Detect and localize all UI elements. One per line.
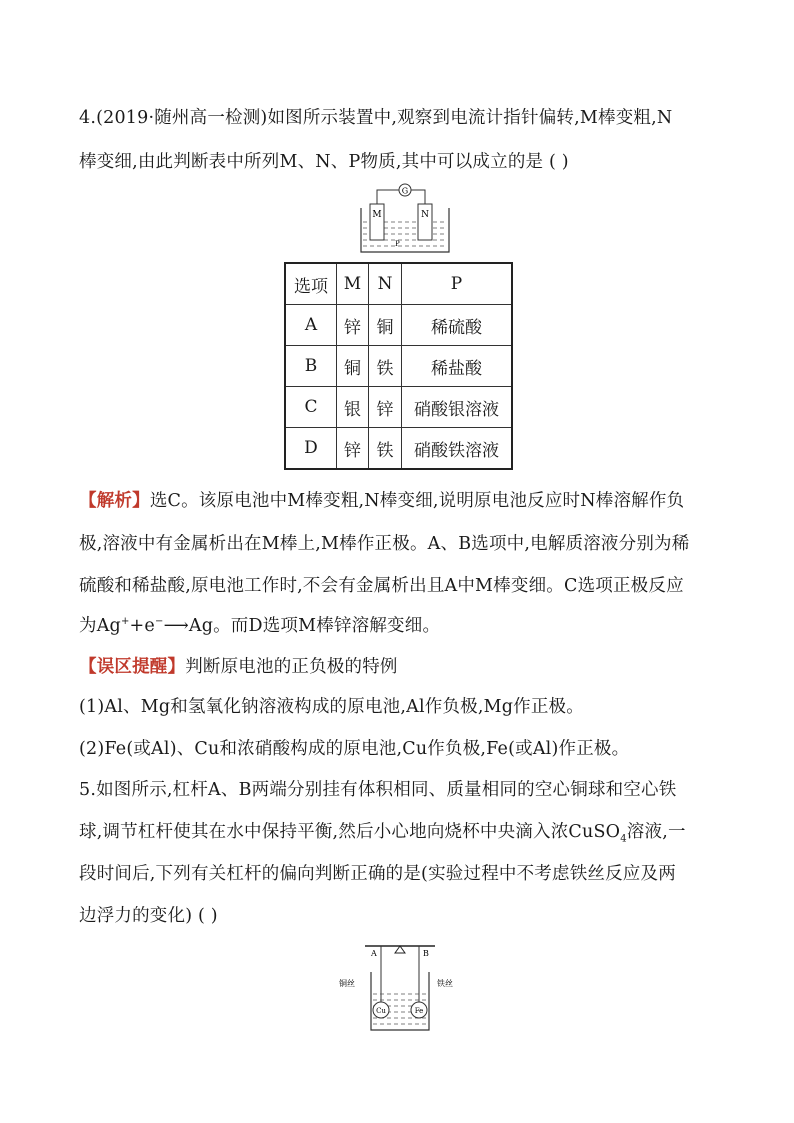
table-cell: 铜 bbox=[337, 346, 369, 387]
copper-wire-label: 铜丝 bbox=[339, 979, 355, 988]
table-row bbox=[285, 346, 512, 387]
label-a: A bbox=[371, 949, 377, 958]
header-cell: M bbox=[337, 263, 369, 305]
q5-line-3: 段时间后,下列有关杠杆的偏向判断正确的是(实验过程中不考虑铁丝反应及两 bbox=[79, 864, 676, 884]
table-cell: C bbox=[285, 387, 337, 428]
analysis-line-3: 硫酸和稀盐酸,原电池工作时,不会有金属析出且A中M棒变细。C选项正极反应 bbox=[79, 576, 684, 596]
table-header-row bbox=[285, 263, 512, 305]
analysis-line-4: 为Ag++e−⟶Ag。而D选项M棒锌溶解变细。 bbox=[79, 616, 441, 636]
iron-wire-label: 铁丝 bbox=[437, 979, 453, 988]
table-cell: 稀盐酸 bbox=[402, 346, 513, 387]
header-cell: 选项 bbox=[285, 263, 337, 305]
table-cell: 铁 bbox=[369, 346, 402, 387]
table-cell: A bbox=[285, 305, 337, 346]
lever-beaker-figure bbox=[335, 938, 465, 1038]
q4-line-2: 棒变细,由此判断表中所列M、N、P物质,其中可以成立的是 ( ) bbox=[79, 152, 569, 172]
table-cell: 锌 bbox=[337, 428, 369, 470]
tip-tag: 【误区提醒】 bbox=[79, 657, 186, 677]
analysis-line-1: 【解析】选C。该原电池中M棒变粗,N棒变细,说明原电池反应时N棒溶解作负 bbox=[79, 491, 685, 511]
table-row bbox=[285, 428, 512, 470]
analysis-line-2: 极,溶液中有金属析出在M棒上,M棒作正极。A、B选项中,电解质溶液分别为稀 bbox=[79, 534, 690, 554]
q4-line-1: 4.(2019·随州高一检测)如图所示装置中,观察到电流计指针偏转,M棒变粗,N bbox=[79, 108, 673, 128]
header-cell: P bbox=[402, 263, 513, 305]
table-cell: 银 bbox=[337, 387, 369, 428]
label-b: B bbox=[423, 949, 429, 958]
header-cell: N bbox=[369, 263, 402, 305]
rod-m-label: M bbox=[372, 210, 382, 220]
table-row bbox=[285, 387, 512, 428]
analysis-tag: 【解析】 bbox=[79, 491, 150, 511]
tip-item-2: (2)Fe(或Al)、Cu和浓硝酸构成的原电池,Cu作负极,Fe(或Al)作正极。 bbox=[79, 739, 630, 759]
table-cell: 硝酸铁溶液 bbox=[402, 428, 513, 470]
q5-line-1: 5.如图所示,杠杆A、B两端分别挂有体积相同、质量相同的空心铜球和空心铁 bbox=[79, 780, 677, 800]
table-cell: 锌 bbox=[337, 305, 369, 346]
q5-line-2: 球,调节杠杆使其在水中保持平衡,然后小心地向烧杯中央滴入浓CuSO$_4$溶液,一 bbox=[79, 822, 686, 845]
solution-p-label: P bbox=[395, 240, 400, 248]
tip-heading: 【误区提醒】判断原电池的正负极的特例 bbox=[79, 657, 398, 677]
table-cell: 铁 bbox=[369, 428, 402, 470]
table-cell: D bbox=[285, 428, 337, 470]
reaction-arrow: ⟶ bbox=[163, 616, 189, 636]
q5-line-4: 边浮力的变化) ( ) bbox=[79, 906, 218, 926]
table-cell: 硝酸银溶液 bbox=[402, 387, 513, 428]
fe-ball-label: Fe bbox=[414, 1007, 424, 1015]
table-cell: 稀硫酸 bbox=[402, 305, 513, 346]
table-row bbox=[285, 305, 512, 346]
rod-n-label: N bbox=[421, 210, 429, 220]
options-table bbox=[284, 262, 513, 470]
table-cell: 铜 bbox=[369, 305, 402, 346]
cu-ball-label: Cu bbox=[376, 1007, 386, 1015]
table-cell: 锌 bbox=[369, 387, 402, 428]
galvanic-cell-figure bbox=[355, 180, 455, 258]
table-cell: B bbox=[285, 346, 337, 387]
tip-item-1: (1)Al、Mg和氢氧化钠溶液构成的原电池,Al作负极,Mg作正极。 bbox=[79, 697, 584, 717]
galvanometer-label: G bbox=[401, 186, 409, 196]
